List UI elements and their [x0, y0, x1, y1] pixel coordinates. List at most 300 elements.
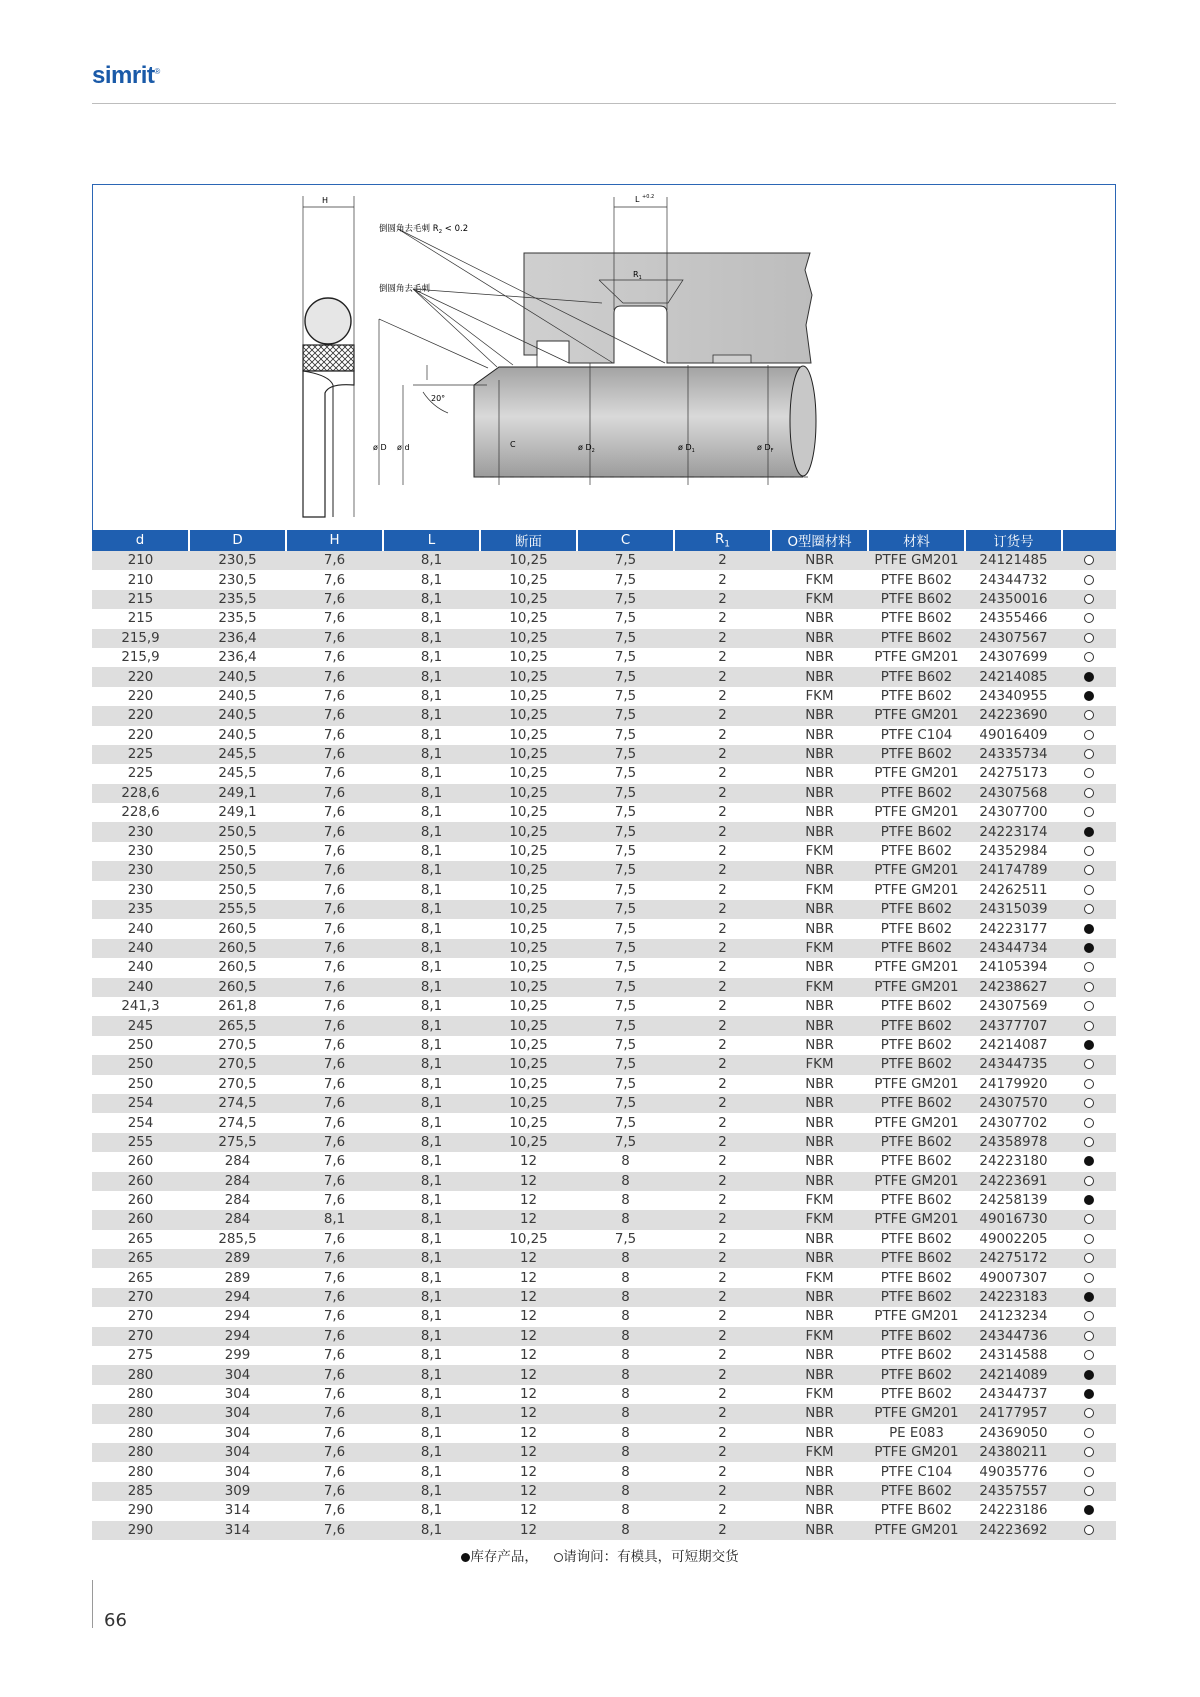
table-cell: 260: [92, 1152, 189, 1171]
table-cell: 275: [92, 1346, 189, 1365]
table-cell: 12: [480, 1424, 577, 1443]
table-cell: 7,6: [286, 1113, 383, 1132]
table-row: [92, 1346, 1116, 1365]
table-cell: 8,1: [383, 784, 480, 803]
table-cell: PTFE GM201: [868, 1443, 965, 1462]
table-cell: 7,5: [577, 1075, 674, 1094]
table-cell: 265: [92, 1230, 189, 1249]
table-cell: 8,1: [383, 1482, 480, 1501]
drawing-frame: [92, 184, 1116, 531]
table-cell: 7,6: [286, 629, 383, 648]
table-cell: 24177957: [965, 1404, 1062, 1423]
stock-marker-icon: [1084, 1195, 1094, 1205]
table-cell: 12: [480, 1288, 577, 1307]
table-row: [92, 590, 1116, 609]
table-row: [92, 1191, 1116, 1210]
label-phi-df: ø $D_F$: [757, 443, 774, 454]
table-cell: 7,5: [577, 706, 674, 725]
availability-cell: [1062, 629, 1116, 648]
col-header-material: 材料: [868, 530, 965, 551]
table-cell: 265: [92, 1249, 189, 1268]
table-cell: 7,6: [286, 1327, 383, 1346]
table-cell: 8,1: [383, 1404, 480, 1423]
table-cell: 2: [674, 978, 771, 997]
availability-cell: [1062, 1385, 1116, 1404]
inquiry-marker-icon: [554, 1553, 563, 1562]
table-cell: 7,6: [286, 978, 383, 997]
table-cell: 10,25: [480, 648, 577, 667]
label-phi-d: ø d: [397, 443, 410, 452]
table-cell: 10,25: [480, 1133, 577, 1152]
table-cell: 10,25: [480, 842, 577, 861]
inquiry-marker-icon: [1084, 613, 1094, 623]
table-cell: PTFE GM201: [868, 1172, 965, 1191]
table-cell: 2: [674, 1501, 771, 1520]
table-cell: 24355466: [965, 609, 1062, 628]
table-body: [92, 551, 1116, 1540]
table-cell: PTFE B602: [868, 997, 965, 1016]
table-cell: NBR: [771, 1346, 868, 1365]
table-row: [92, 629, 1116, 648]
table-cell: 8,1: [383, 1521, 480, 1540]
table-cell: 24307569: [965, 997, 1062, 1016]
table-cell: 8,1: [383, 1288, 480, 1307]
table-row: [92, 881, 1116, 900]
table-cell: 24350016: [965, 590, 1062, 609]
label-phi-D: ø D: [373, 443, 387, 452]
table-cell: 7,5: [577, 784, 674, 803]
table-cell: 2: [674, 570, 771, 589]
table-cell: 7,5: [577, 1055, 674, 1074]
table-cell: 2: [674, 1055, 771, 1074]
availability-cell: [1062, 1288, 1116, 1307]
availability-cell: [1062, 1462, 1116, 1481]
table-cell: 245,5: [189, 745, 286, 764]
table-cell: 7,6: [286, 1094, 383, 1113]
table-cell: 8,1: [383, 1113, 480, 1132]
table-cell: 250: [92, 1075, 189, 1094]
table-cell: 2: [674, 1191, 771, 1210]
col-header-order-no: 订货号: [965, 530, 1062, 551]
table-cell: 10,25: [480, 784, 577, 803]
table-cell: 7,6: [286, 648, 383, 667]
table-cell: 2: [674, 1133, 771, 1152]
table-cell: 7,6: [286, 900, 383, 919]
table-cell: PTFE B602: [868, 842, 965, 861]
availability-cell: [1062, 1443, 1116, 1462]
table-cell: 240: [92, 978, 189, 997]
stock-marker-icon: [1084, 691, 1094, 701]
table-row: [92, 1521, 1116, 1540]
inquiry-marker-icon: [1084, 1525, 1094, 1535]
table-cell: NBR: [771, 919, 868, 938]
availability-cell: [1062, 1172, 1116, 1191]
table-cell: 304: [189, 1385, 286, 1404]
table-row: [92, 764, 1116, 783]
table-cell: 7,6: [286, 1346, 383, 1365]
table-cell: PTFE B602: [868, 1268, 965, 1287]
table-cell: 284: [189, 1210, 286, 1229]
inquiry-marker-icon: [1084, 982, 1094, 992]
table-row: [92, 609, 1116, 628]
table-cell: 280: [92, 1443, 189, 1462]
table-cell: 24369050: [965, 1424, 1062, 1443]
table-cell: 285,5: [189, 1230, 286, 1249]
table-cell: 10,25: [480, 822, 577, 841]
table-cell: PTFE B602: [868, 629, 965, 648]
table-cell: 8,1: [383, 1055, 480, 1074]
table-cell: 2: [674, 726, 771, 745]
table-cell: 215: [92, 590, 189, 609]
table-cell: 304: [189, 1443, 286, 1462]
table-cell: 230,5: [189, 551, 286, 570]
brand-logo: simrit®: [92, 62, 160, 89]
availability-cell: [1062, 551, 1116, 570]
table-cell: 8,1: [383, 1036, 480, 1055]
table-cell: 7,6: [286, 667, 383, 686]
table-cell: 265,5: [189, 1016, 286, 1035]
table-cell: 235,5: [189, 590, 286, 609]
table-cell: 24344734: [965, 939, 1062, 958]
table-cell: 8,1: [383, 667, 480, 686]
table-cell: 8,1: [383, 1152, 480, 1171]
label-c: C: [510, 440, 516, 449]
table-cell: PTFE GM201: [868, 1404, 965, 1423]
table-cell: 230: [92, 881, 189, 900]
table-cell: 7,6: [286, 1443, 383, 1462]
availability-cell: [1062, 726, 1116, 745]
inquiry-marker-icon: [1084, 768, 1094, 778]
table-cell: 250,5: [189, 822, 286, 841]
table-cell: 12: [480, 1172, 577, 1191]
table-cell: NBR: [771, 1288, 868, 1307]
table-cell: 235,5: [189, 609, 286, 628]
table-cell: PTFE B602: [868, 1036, 965, 1055]
table-cell: 24179920: [965, 1075, 1062, 1094]
table-cell: 2: [674, 1365, 771, 1384]
table-cell: PTFE B602: [868, 1249, 965, 1268]
table-cell: 249,1: [189, 803, 286, 822]
table-cell: PTFE B602: [868, 1385, 965, 1404]
inquiry-marker-icon: [1084, 1311, 1094, 1321]
table-cell: 24223174: [965, 822, 1062, 841]
table-cell: NBR: [771, 861, 868, 880]
inquiry-marker-icon: [1084, 1214, 1094, 1224]
table-cell: NBR: [771, 745, 868, 764]
table-cell: 7,5: [577, 978, 674, 997]
table-cell: 270: [92, 1288, 189, 1307]
table-cell: PTFE B602: [868, 1346, 965, 1365]
table-cell: 7,5: [577, 958, 674, 977]
table-cell: 304: [189, 1462, 286, 1481]
table-cell: 24223180: [965, 1152, 1062, 1171]
table-cell: 10,25: [480, 881, 577, 900]
table-cell: 284: [189, 1191, 286, 1210]
table-cell: PTFE GM201: [868, 1075, 965, 1094]
table-cell: 7,6: [286, 1055, 383, 1074]
table-cell: 294: [189, 1327, 286, 1346]
table-cell: 2: [674, 939, 771, 958]
table-cell: 8: [577, 1501, 674, 1520]
table-cell: FKM: [771, 1055, 868, 1074]
availability-cell: [1062, 764, 1116, 783]
table-cell: 8: [577, 1482, 674, 1501]
table-cell: 24275173: [965, 764, 1062, 783]
col-header-d: d: [92, 530, 189, 551]
table-cell: NBR: [771, 1462, 868, 1481]
table-cell: PTFE GM201: [868, 706, 965, 725]
table-cell: 210: [92, 570, 189, 589]
table-cell: 2: [674, 842, 771, 861]
table-cell: 49002205: [965, 1230, 1062, 1249]
table-cell: PTFE B602: [868, 1482, 965, 1501]
table-cell: 249,1: [189, 784, 286, 803]
availability-cell: [1062, 1094, 1116, 1113]
table-cell: 10,25: [480, 861, 577, 880]
table-cell: 8,1: [383, 1385, 480, 1404]
table-row: [92, 803, 1116, 822]
table-cell: 236,4: [189, 648, 286, 667]
table-cell: 274,5: [189, 1094, 286, 1113]
inquiry-marker-icon: [1084, 904, 1094, 914]
availability-cell: [1062, 958, 1116, 977]
table-cell: 274,5: [189, 1113, 286, 1132]
table-cell: 8: [577, 1385, 674, 1404]
availability-cell: [1062, 997, 1116, 1016]
table-cell: 290: [92, 1521, 189, 1540]
table-cell: 8,1: [383, 861, 480, 880]
availability-cell: [1062, 842, 1116, 861]
table-cell: NBR: [771, 1152, 868, 1171]
table-cell: FKM: [771, 570, 868, 589]
legend-stock-text: 库存产品，: [470, 1549, 538, 1565]
table-cell: 12: [480, 1268, 577, 1287]
inquiry-marker-icon: [1084, 749, 1094, 759]
availability-cell: [1062, 803, 1116, 822]
table-cell: 314: [189, 1521, 286, 1540]
table-cell: 275,5: [189, 1133, 286, 1152]
table-row: [92, 570, 1116, 589]
table-cell: 7,5: [577, 609, 674, 628]
table-cell: NBR: [771, 784, 868, 803]
inquiry-marker-icon: [1084, 555, 1094, 565]
table-cell: 10,25: [480, 667, 577, 686]
table-cell: 289: [189, 1268, 286, 1287]
table-cell: PTFE GM201: [868, 881, 965, 900]
table-cell: 7,6: [286, 1016, 383, 1035]
table-cell: 24223177: [965, 919, 1062, 938]
table-row: [92, 784, 1116, 803]
table-cell: 10,25: [480, 803, 577, 822]
table-cell: 220: [92, 687, 189, 706]
table-cell: 10,25: [480, 939, 577, 958]
table-cell: 2: [674, 881, 771, 900]
table-cell: 2: [674, 551, 771, 570]
table-cell: 7,6: [286, 609, 383, 628]
table-cell: 240: [92, 919, 189, 938]
table-cell: 240,5: [189, 687, 286, 706]
table-cell: 7,6: [286, 1462, 383, 1481]
label-l-tol: +0.2: [642, 194, 655, 200]
inquiry-marker-icon: [1084, 807, 1094, 817]
table-cell: PTFE B602: [868, 667, 965, 686]
table-cell: NBR: [771, 1230, 868, 1249]
table-cell: 2: [674, 1462, 771, 1481]
availability-cell: [1062, 1268, 1116, 1287]
table-row: [92, 822, 1116, 841]
table-row: [92, 1268, 1116, 1287]
availability-cell: [1062, 667, 1116, 686]
table-cell: 7,5: [577, 745, 674, 764]
table-cell: 10,25: [480, 919, 577, 938]
inquiry-marker-icon: [1084, 1331, 1094, 1341]
table-cell: NBR: [771, 803, 868, 822]
table-cell: 8,1: [383, 1307, 480, 1326]
table-cell: 8,1: [383, 570, 480, 589]
availability-cell: [1062, 1133, 1116, 1152]
table-row: [92, 1404, 1116, 1423]
table-cell: 8,1: [383, 803, 480, 822]
table-cell: 7,6: [286, 687, 383, 706]
table-cell: 12: [480, 1521, 577, 1540]
table-cell: 7,6: [286, 590, 383, 609]
table-cell: 7,5: [577, 1036, 674, 1055]
table-cell: 12: [480, 1443, 577, 1462]
table-cell: 8,1: [383, 764, 480, 783]
table-cell: 24307567: [965, 629, 1062, 648]
inquiry-marker-icon: [1084, 885, 1094, 895]
table-cell: 10,25: [480, 1230, 577, 1249]
table-cell: 12: [480, 1327, 577, 1346]
table-cell: 8,1: [383, 1133, 480, 1152]
table-row: [92, 1113, 1116, 1132]
table-row: [92, 1443, 1116, 1462]
table-cell: 280: [92, 1424, 189, 1443]
table-row: [92, 1016, 1116, 1035]
spec-table: [92, 530, 1116, 1540]
table-cell: 7,6: [286, 1288, 383, 1307]
table-cell: 225: [92, 745, 189, 764]
table-cell: 280: [92, 1462, 189, 1481]
table-cell: PTFE GM201: [868, 648, 965, 667]
table-cell: PTFE B602: [868, 745, 965, 764]
inquiry-marker-icon: [1084, 730, 1094, 740]
availability-cell: [1062, 1501, 1116, 1520]
table-cell: 220: [92, 667, 189, 686]
table-row: [92, 1172, 1116, 1191]
table-cell: 10,25: [480, 997, 577, 1016]
table-cell: 24307700: [965, 803, 1062, 822]
table-cell: 265: [92, 1268, 189, 1287]
table-cell: 7,6: [286, 1075, 383, 1094]
table-cell: 236,4: [189, 629, 286, 648]
table-cell: 7,5: [577, 822, 674, 841]
table-cell: 8,1: [383, 919, 480, 938]
table-cell: 2: [674, 1036, 771, 1055]
table-cell: 260,5: [189, 978, 286, 997]
legend: [0, 1545, 1200, 1565]
table-cell: PTFE GM201: [868, 1210, 965, 1229]
table-cell: 240,5: [189, 667, 286, 686]
label-phi-d1: ø $D_1$: [678, 443, 695, 454]
table-cell: 250: [92, 1055, 189, 1074]
inquiry-marker-icon: [1084, 962, 1094, 972]
table-cell: 24214085: [965, 667, 1062, 686]
stock-marker-icon: [1084, 672, 1094, 682]
table-cell: 285: [92, 1482, 189, 1501]
table-cell: FKM: [771, 1385, 868, 1404]
table-cell: 7,5: [577, 997, 674, 1016]
table-cell: 240,5: [189, 706, 286, 725]
table-cell: 49007307: [965, 1268, 1062, 1287]
availability-cell: [1062, 1307, 1116, 1326]
table-cell: 7,5: [577, 590, 674, 609]
table-cell: 2: [674, 1268, 771, 1287]
table-cell: PTFE B602: [868, 1288, 965, 1307]
availability-cell: [1062, 1075, 1116, 1094]
table-row: [92, 939, 1116, 958]
table-cell: 8: [577, 1172, 674, 1191]
table-cell: 8,1: [383, 1462, 480, 1481]
header-divider: [92, 103, 1116, 104]
table-cell: 10,25: [480, 1016, 577, 1035]
table-cell: 24214087: [965, 1036, 1062, 1055]
inquiry-marker-icon: [1084, 1118, 1094, 1128]
table-cell: PTFE B602: [868, 1055, 965, 1074]
table-cell: 2: [674, 1307, 771, 1326]
table-cell: 24174789: [965, 861, 1062, 880]
table-cell: 260: [92, 1191, 189, 1210]
table-cell: PTFE GM201: [868, 803, 965, 822]
table-cell: 8: [577, 1365, 674, 1384]
table-cell: 7,6: [286, 1191, 383, 1210]
table-cell: 7,6: [286, 861, 383, 880]
table-cell: NBR: [771, 1307, 868, 1326]
table-cell: 8,1: [383, 609, 480, 628]
table-cell: 24258139: [965, 1191, 1062, 1210]
page-number-rule: [92, 1580, 93, 1628]
table-cell: 7,6: [286, 1307, 383, 1326]
availability-cell: [1062, 1230, 1116, 1249]
table-cell: 2: [674, 919, 771, 938]
table-cell: 24123234: [965, 1307, 1062, 1326]
table-cell: 2: [674, 590, 771, 609]
availability-cell: [1062, 1016, 1116, 1035]
shaft: [474, 366, 816, 477]
table-cell: NBR: [771, 1482, 868, 1501]
table-row: [92, 726, 1116, 745]
table-cell: 12: [480, 1152, 577, 1171]
table-row: [92, 667, 1116, 686]
table-cell: NBR: [771, 822, 868, 841]
table-cell: 10,25: [480, 590, 577, 609]
table-cell: PTFE GM201: [868, 551, 965, 570]
table-cell: 7,6: [286, 1249, 383, 1268]
table-cell: 7,6: [286, 1385, 383, 1404]
table-cell: 2: [674, 629, 771, 648]
table-cell: 8: [577, 1268, 674, 1287]
table-row: [92, 1327, 1116, 1346]
table-cell: NBR: [771, 900, 868, 919]
table-cell: 250,5: [189, 881, 286, 900]
label-l: L: [635, 195, 640, 204]
table-cell: NBR: [771, 1521, 868, 1540]
table-cell: 8,1: [383, 687, 480, 706]
table-cell: NBR: [771, 609, 868, 628]
inquiry-marker-icon: [1084, 865, 1094, 875]
table-cell: 220: [92, 706, 189, 725]
table-cell: 7,6: [286, 551, 383, 570]
